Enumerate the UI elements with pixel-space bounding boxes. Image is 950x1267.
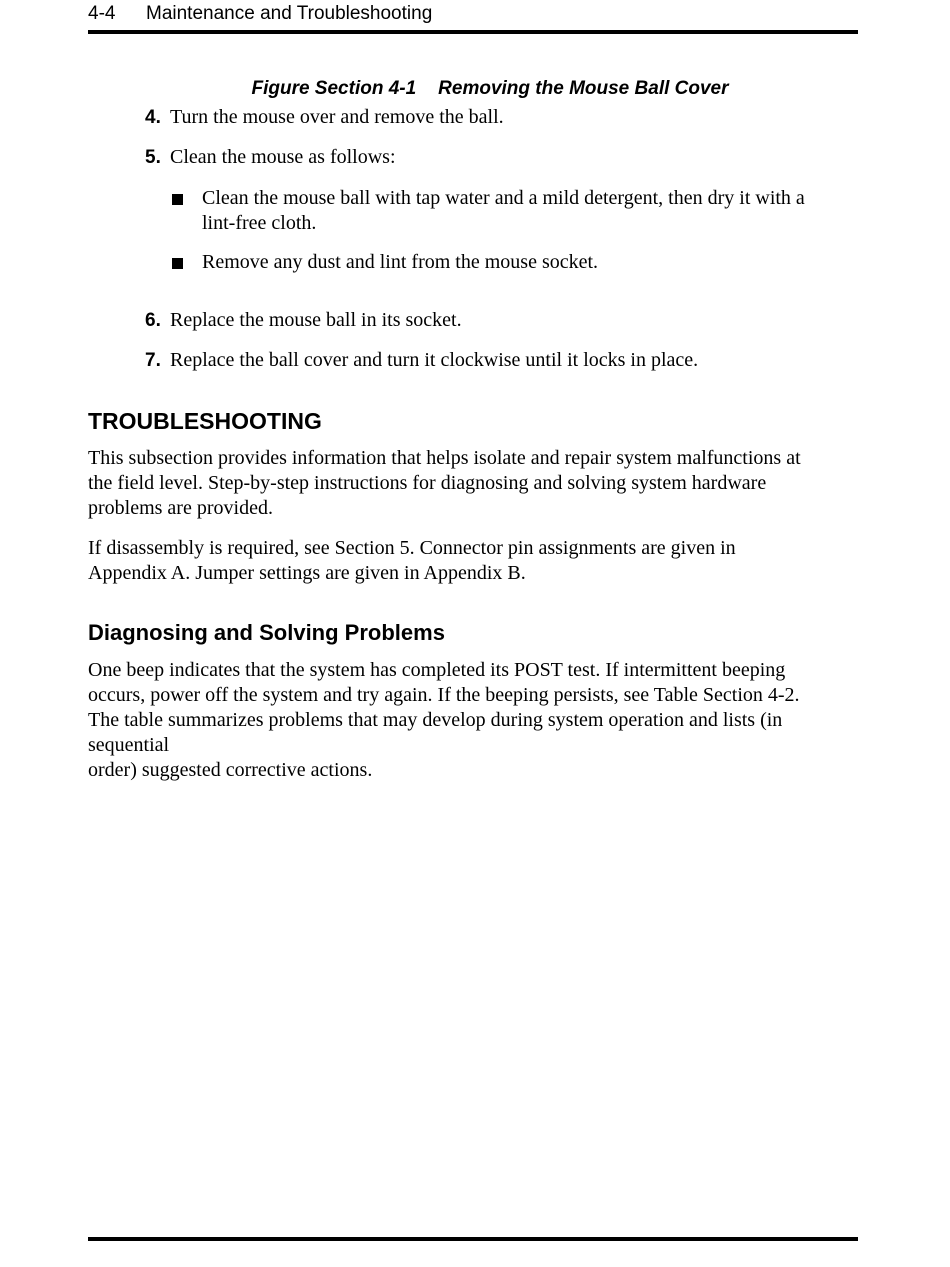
step-text: Replace the mouse ball in its socket. [170, 309, 462, 331]
subsection-heading: Diagnosing and Solving Problems [88, 620, 445, 645]
step-number: 5. [145, 147, 161, 168]
paragraph-line: The table summarizes problems that may develop during system operation and lists (in [88, 709, 783, 731]
step-number: 6. [145, 310, 161, 331]
bullet-square-icon [172, 258, 183, 269]
paragraph-line: order) suggested corrective actions. [88, 759, 373, 781]
bullet-square-icon [172, 194, 183, 205]
paragraph-line: If disassembly is required, see Section 5. Connector pin assignments are given in [88, 537, 736, 559]
paragraph [88, 536, 848, 586]
paragraph-line: One beep indicates that the system has completed its POST test. If intermittent beeping [88, 659, 786, 681]
bullet-line: Clean the mouse ball with tap water and a mild detergent, then dry it with a [202, 187, 805, 209]
chapter-title: Maintenance and Troubleshooting [146, 3, 433, 24]
running-header [88, 3, 432, 25]
step-text: Clean the mouse as follows: [170, 146, 396, 168]
section-heading: TROUBLESHOOTING [88, 408, 322, 434]
paragraph [88, 446, 848, 521]
paragraph-line: sequential [88, 734, 170, 756]
step-7 [145, 349, 698, 372]
step-5 [145, 146, 396, 169]
bullet-line: Remove any dust and lint from the mouse socket. [202, 251, 599, 273]
paragraph-line: problems are provided. [88, 497, 273, 519]
step-4 [145, 106, 504, 129]
bullet-item [202, 186, 852, 236]
step-number: 4. [145, 107, 161, 128]
step-text: Turn the mouse over and remove the ball. [170, 106, 504, 128]
figure-title: Removing the Mouse Ball Cover [438, 78, 729, 99]
paragraph-line: This subsection provides information that helps isolate and repair system malfunctions at [88, 447, 801, 469]
step-text: Replace the ball cover and turn it clockwise until it locks in place. [170, 349, 699, 371]
page-number: 4-4 [88, 3, 116, 24]
footer-rule [88, 1237, 858, 1241]
step-number: 7. [145, 350, 161, 371]
bullet-item [202, 250, 852, 275]
bullet-line: lint-free cloth. [202, 212, 317, 234]
paragraph [88, 658, 848, 783]
paragraph-line: Appendix A. Jumper settings are given in Appendix B. [88, 562, 526, 584]
header-rule [88, 30, 858, 34]
figure-caption [0, 78, 950, 100]
step-6 [145, 309, 462, 332]
paragraph-line: the field level. Step-by-step instructions for diagnosing and solving system hardware [88, 472, 767, 494]
paragraph-line: occurs, power off the system and try again. If the beeping persists, see Table Section 4-2. [88, 684, 800, 706]
figure-label: Figure Section 4-1 [251, 78, 417, 99]
